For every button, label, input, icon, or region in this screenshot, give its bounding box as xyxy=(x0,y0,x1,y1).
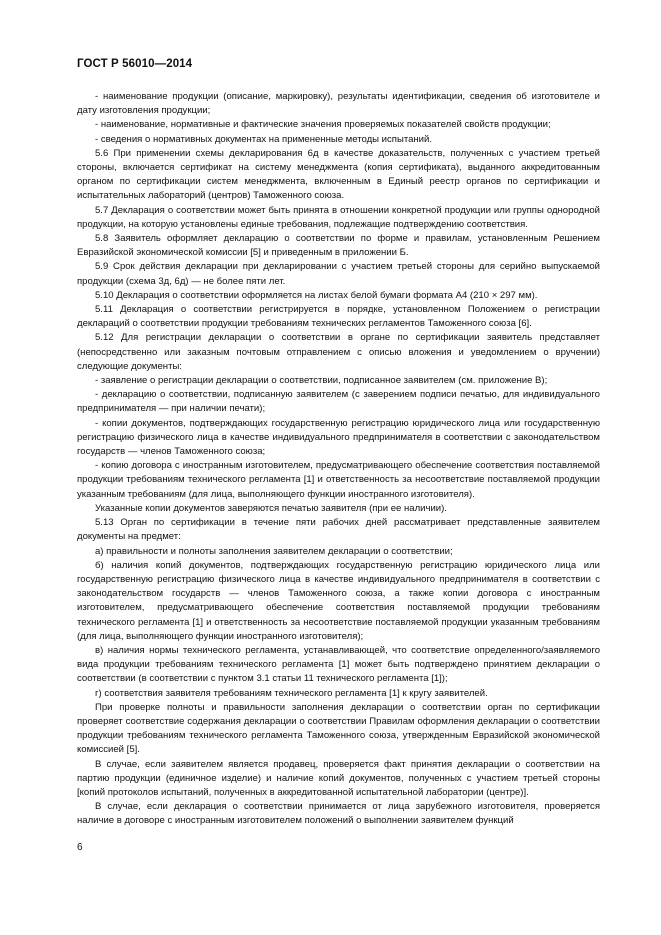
paragraph: При проверке полноты и правильности заполнения декларации о соответствии орган по сертификации проверяет соответствие содержания декларации о соответствии Правилам оформления декларации о соответствии продукции требованиям технического регламента Таможенного союза, утвержденным Евразийской экономической комиссией [5]. xyxy=(77,701,600,756)
page-number: 6 xyxy=(77,842,83,853)
paragraph: Указанные копии документов заверяются печатью заявителя (при ее наличии). xyxy=(95,502,447,514)
paragraph: а) правильности и полноты заполнения заявителем декларации о соответствии; xyxy=(95,545,453,557)
paragraph: 5.13 Орган по сертификации в течение пяти рабочих дней рассматривает представленные заявителем документы на предмет: xyxy=(77,517,600,543)
paragraph: 5.7 Декларация о соответствии может быть принята в отношении конкретной продукции или группы однородной продукции, на которую установлены единые требования, подлежащие подтверждению соответствия. xyxy=(77,204,600,230)
document-header: ГОСТ Р 56010—2014 xyxy=(77,58,193,70)
paragraph: В случае, если декларация о соответствии принимается от лица зарубежного изготовителя, проверяется наличие в договоре с иностранным изготовителем положений о выполнении заявителем функций xyxy=(77,801,600,827)
paragraph: - копию договора с иностранным изготовителем, предусматривающего обеспечение соответствия поставляемой продукции требованиям технического регламента [1] и ответственность за несоответствие поставляемой продукции указанным требованиям (для лица, выполняющего функции иностранного изготовителя). xyxy=(77,460,600,500)
paragraph: - наименование продукции (описание, маркировку), результаты идентификации, сведения об изготовителе и дату изготовления продукции; xyxy=(77,91,600,117)
paragraph: б) наличия копий документов, подтверждающих государственную регистрацию юридического лица или государственную регистрацию физического лица в качестве индивидуального предпринимателя в соответствии с законодательством государств — членов Таможенного союза, а также копии договора с иностранным изготовителем, предусматривающего обеспечение соответствия поставляемой продукции требованиям технического регламента [1] и ответственность за несоответствие поставляемой продукции указанным требованиям (для лица, выполняющего функции иностранного изготовителя); xyxy=(77,559,600,642)
paragraph: 5.10 Декларация о соответствии оформляется на листах белой бумаги формата А4 (210 × 297 мм). xyxy=(95,289,538,301)
paragraph: - заявление о регистрации декларации о соответствии, подписанное заявителем (см. приложение В); xyxy=(95,375,548,387)
paragraph: 5.12 Для регистрации декларации о соответствии в органе по сертификации заявитель представляет (непосредственно или заказным почтовым отправлением с описью вложения и уведомлением о вручении) следующие документы: xyxy=(77,332,600,372)
paragraph: - копии документов, подтверждающих государственную регистрацию юридического лица или государственную регистрацию физического лица в качестве индивидуального предпринимателя в соответствии с законодательством государств — членов Таможенного союза; xyxy=(77,417,600,458)
paragraph: В случае, если заявителем является продавец, проверяется факт принятия декларации о соответствии на партию продукции (единичное изделие) и наличие копий документов, полученных с участием третьей стороны [копий протоколов испытаний, полученных в аккредитованной испытательной лаборатории (центре)]. xyxy=(77,758,600,798)
paragraph: в) наличия нормы технического регламента, устанавливающей, что соответствие определенного/заявляемого вида продукции требованиям технического регламента [1] может быть подтверждено принятием декларации о соответствии (в соответствии с пунктом 3.1 статьи 11 технического регламента [1]); xyxy=(77,644,600,685)
paragraph: 5.6 При применении схемы декларирования 6д в качестве доказательств, полученных с участием третьей стороны, включается сертификат на систему менеджмента (копия сертификата), выданного аккредитованным органом по сертификации систем менеджмента, включенным в Единый реестр органов по сертификации и испытательных лабораторий (центров) Таможенного союза. xyxy=(77,147,600,202)
paragraph: - декларацию о соответствии, подписанную заявителем (с заверением подписи печатью, для индивидуального предпринимателя — при наличии печати); xyxy=(77,389,600,415)
paragraph: 5.8 Заявитель оформляет декларацию о соответствии по форме и правилам, установленным Решением Евразийской экономической комиссии [5] и приведенным в приложении Б. xyxy=(77,233,600,259)
paragraph: 5.11 Декларация о соответствии регистрируется в порядке, установленном Положением о регистрации деклараций о соответствии продукции требованиям технических регламентов Таможенного союза [6]. xyxy=(77,304,600,330)
paragraph: г) соответствия заявителя требованиям технического регламента [1] к кругу заявителей. xyxy=(95,687,488,699)
paragraph: - сведения о нормативных документах на примененные методы испытаний. xyxy=(95,133,432,145)
paragraph: 5.9 Срок действия декларации при декларировании с участием третьей стороны для серийно выпускаемой продукции (схема 3д, 6д) — не более пяти лет. xyxy=(77,261,600,287)
document-body xyxy=(77,90,600,829)
paragraph: - наименование, нормативные и фактические значения проверяемых показателей свойств продукции; xyxy=(95,119,551,131)
